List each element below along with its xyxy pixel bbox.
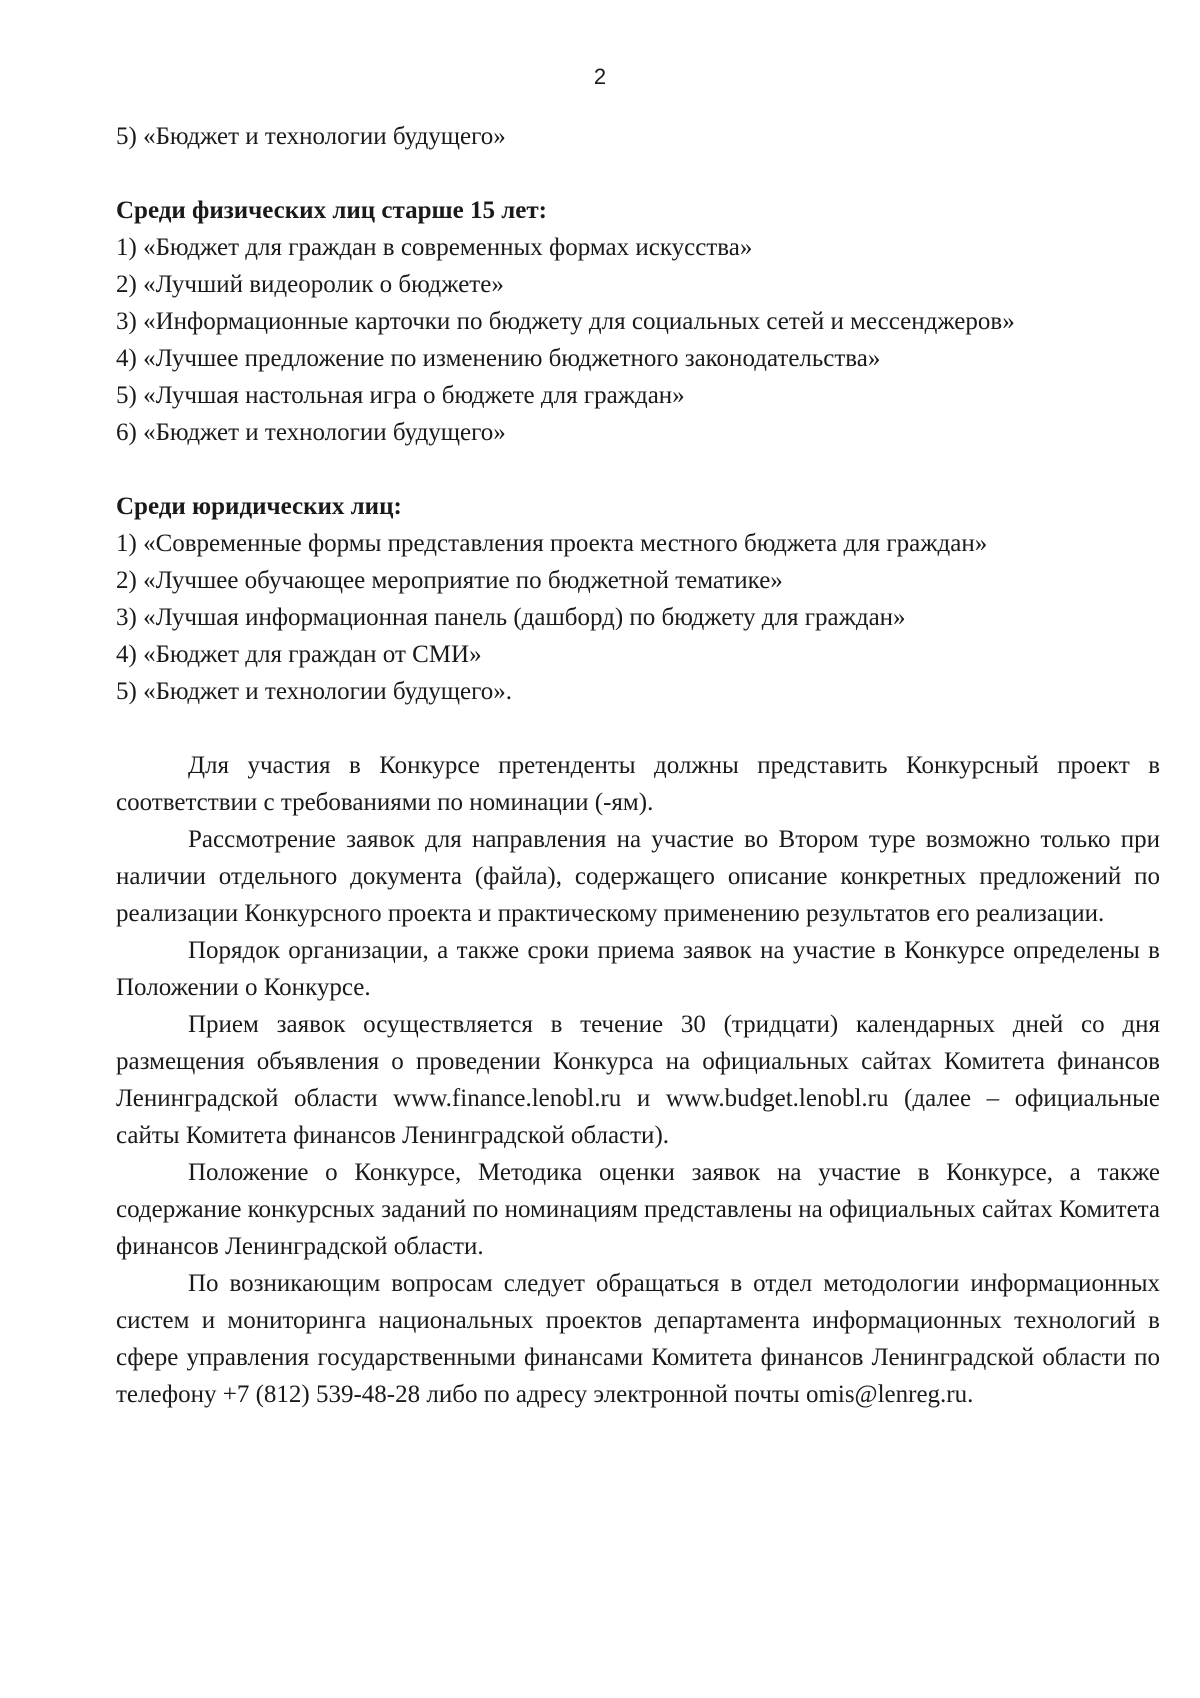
application-period-paragraph: Прием заявок осуществляется в течение 30 (тридцати) календарных дней со дня размещения объявления о проведении Конкурса на официальных сайтах Комитета финансов Ленинградской области www.finance.lenobl.ru и www.budget.lenobl.ru (далее – официальные сайты Комитета финансов Ленинградской области). xyxy=(116,1011,1160,1149)
list-item: 4) «Лучшее предложение по изменению бюджетного законодательства» xyxy=(116,345,881,372)
list-item: 1) «Современные формы представления проекта местного бюджета для граждан» xyxy=(116,530,988,557)
legal-entities-nomination-list xyxy=(116,525,1160,710)
list-item: 6) «Бюджет и технологии будущего» xyxy=(116,419,506,446)
participation-paragraph: Для участия в Конкурсе претенденты должны представить Конкурсный проект в соответствии с требованиями по номинации (-ям). xyxy=(116,752,1160,816)
list-item: 1) «Бюджет для граждан в современных формах искусства» xyxy=(116,234,753,261)
regulations-paragraph: Положение о Конкурсе, Методика оценки заявок на участие в Конкурсе, а также содержание конкурсных заданий по номинациям представлены на официальных сайтах Комитета финансов Ленинградской области. xyxy=(116,1159,1160,1260)
individuals-nomination-list xyxy=(116,229,1160,451)
list-item: 2) «Лучший видеоролик о бюджете» xyxy=(116,271,504,298)
page-number: 2 xyxy=(593,64,607,89)
list-item: 3) «Информационные карточки по бюджету для социальных сетей и мессенджеров» xyxy=(116,308,1015,335)
legal-entities-heading: Среди юридических лиц: xyxy=(116,493,402,520)
intro-list-item: 5) «Бюджет и технологии будущего» xyxy=(116,123,506,150)
contact-paragraph: По возникающим вопросам следует обращаться в отдел методологии информационных систем и мониторинга национальных проектов департамента информационных технологий в сфере управления государственными финансами Комитета финансов Ленинградской области по телефону +7 (812) 539-48-28 либо по адресу электронной почты omis@lenreg.ru. xyxy=(116,1270,1160,1408)
second-round-paragraph: Рассмотрение заявок для направления на участие во Втором туре возможно только при наличии отдельного документа (файла), содержащего описание конкретных предложений по реализации Конкурсного проекта и практическому применению результатов его реализации. xyxy=(116,826,1160,927)
document-body xyxy=(116,118,1160,1413)
list-item: 5) «Бюджет и технологии будущего». xyxy=(116,678,513,705)
individuals-heading: Среди физических лиц старше 15 лет: xyxy=(116,197,547,224)
list-item: 4) «Бюджет для граждан от СМИ» xyxy=(116,641,482,668)
procedure-paragraph: Порядок организации, а также сроки приема заявок на участие в Конкурсе определены в Положении о Конкурсе. xyxy=(116,937,1160,1001)
list-item: 3) «Лучшая информационная панель (дашборд) по бюджету для граждан» xyxy=(116,604,906,631)
list-item: 5) «Лучшая настольная игра о бюджете для граждан» xyxy=(116,382,685,409)
list-item: 2) «Лучшее обучающее мероприятие по бюджетной тематике» xyxy=(116,567,783,594)
